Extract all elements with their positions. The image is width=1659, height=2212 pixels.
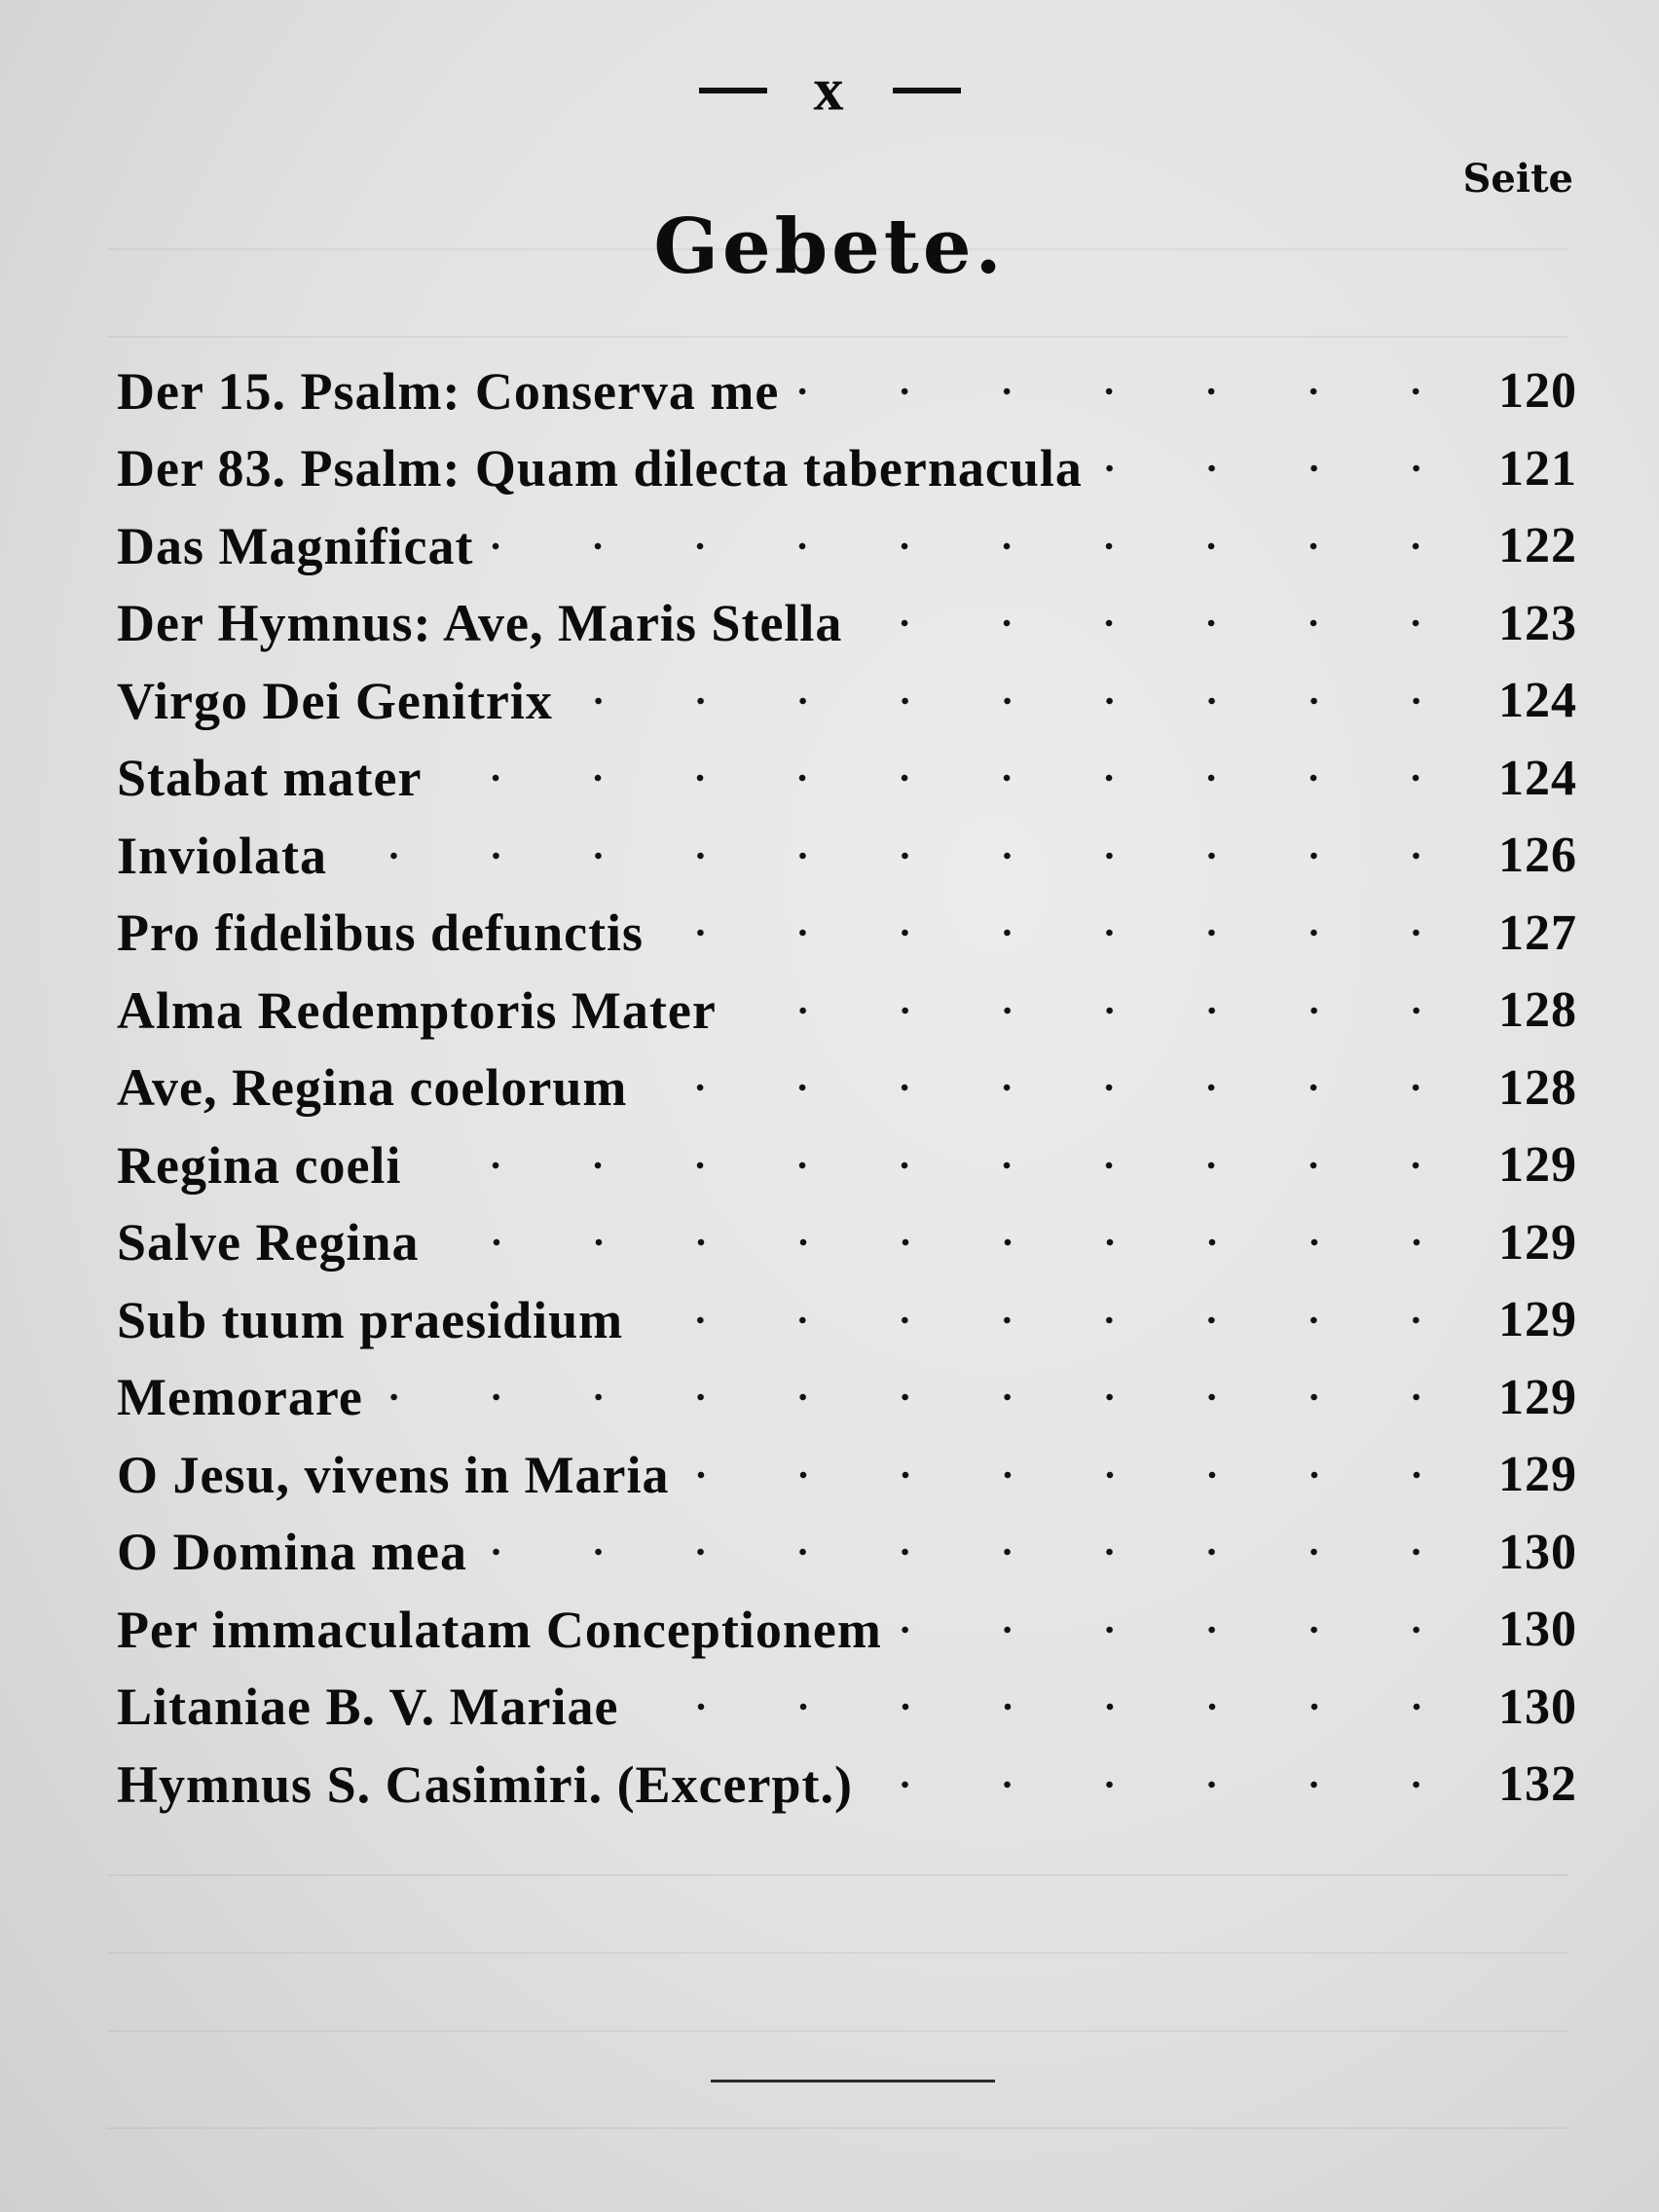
toc-entry-page: 120 <box>1498 363 1577 420</box>
bleed-through-line <box>107 1874 1567 1876</box>
dot-leader <box>1100 462 1467 474</box>
toc-entry <box>117 972 1577 1050</box>
bleed-through-line <box>107 1952 1567 1954</box>
toc-entry-page: 130 <box>1498 1524 1577 1580</box>
bleed-through-line <box>107 2030 1567 2032</box>
toc-entry <box>117 740 1577 818</box>
dot-leader <box>900 1624 1467 1636</box>
dot-leader <box>485 1546 1467 1558</box>
dot-leader <box>491 540 1467 552</box>
header-dash-left <box>699 88 767 93</box>
toc-entry <box>117 1050 1577 1127</box>
dot-leader <box>419 1160 1467 1171</box>
page-numeral: x <box>813 56 846 124</box>
toc-entry-title: Regina coeli <box>117 1135 402 1195</box>
toc-entry-title: Der Hymnus: Ave, Maris Stella <box>117 594 843 653</box>
toc-entry-page: 129 <box>1498 1137 1577 1194</box>
toc-entry-page: 123 <box>1498 595 1577 651</box>
toc-entry-title: Litaniae B. V. Mariae <box>117 1677 619 1737</box>
dot-leader <box>734 1005 1467 1016</box>
page-number-header <box>0 51 1659 125</box>
dot-leader <box>687 1469 1467 1481</box>
toc-entry-page: 128 <box>1498 1059 1577 1116</box>
toc-entry-title: Der 83. Psalm: Quam dilecta tabernacula <box>117 439 1083 498</box>
toc-entry <box>117 430 1577 508</box>
dot-leader <box>571 695 1467 707</box>
toc-entry-title: Memorare <box>117 1368 363 1427</box>
toc-entry-page: 124 <box>1498 750 1577 806</box>
toc-entry <box>117 662 1577 740</box>
dot-leader <box>381 1391 1467 1403</box>
toc-entry-title: Der 15. Psalm: Conserva me <box>117 361 780 421</box>
toc-entry-page: 130 <box>1498 1602 1577 1658</box>
dot-leader <box>870 1779 1467 1790</box>
section-title: Gebete. <box>653 203 1006 291</box>
dot-leader <box>796 386 1467 397</box>
toc-entry-page: 124 <box>1498 673 1577 729</box>
toc-entry-page: 130 <box>1498 1678 1577 1735</box>
toc-entry-page: 132 <box>1498 1756 1577 1813</box>
toc-entry <box>117 507 1577 585</box>
toc-entry <box>117 817 1577 895</box>
toc-entry <box>117 1281 1577 1359</box>
toc-entry-page: 129 <box>1498 1292 1577 1348</box>
table-of-contents <box>117 352 1577 1824</box>
toc-entry-title: Virgo Dei Genitrix <box>117 671 553 730</box>
toc-entry-title: Pro fidelibus defunctis <box>117 903 645 963</box>
toc-entry-page: 129 <box>1498 1447 1577 1503</box>
toc-entry <box>117 1746 1577 1824</box>
toc-entry-title: Das Magnificat <box>117 516 474 575</box>
toc-entry-page: 128 <box>1498 982 1577 1039</box>
toc-entry-page: 127 <box>1498 904 1577 961</box>
toc-entry <box>117 895 1577 973</box>
toc-entry <box>117 1126 1577 1204</box>
bleed-through-line <box>107 336 1567 338</box>
dot-leader <box>437 1236 1467 1248</box>
toc-entry <box>117 1514 1577 1592</box>
toc-entry-title: O Jesu, vivens in Maria <box>117 1445 670 1504</box>
toc-entry-title: Salve Regina <box>117 1213 420 1272</box>
toc-entry-page: 129 <box>1498 1214 1577 1271</box>
dot-leader <box>439 772 1467 784</box>
toc-entry <box>117 1436 1577 1514</box>
toc-entry <box>117 1359 1577 1437</box>
dot-leader <box>645 1082 1467 1093</box>
dot-leader <box>345 850 1467 862</box>
dot-leader <box>637 1701 1468 1713</box>
toc-entry-title: Inviolata <box>117 826 328 885</box>
dot-leader <box>641 1314 1467 1326</box>
toc-entry-title: O Domina mea <box>117 1523 467 1582</box>
page-column-label: Seite <box>1462 156 1573 202</box>
toc-entry-title: Hymnus S. Casimiri. (Excerpt.) <box>117 1754 853 1814</box>
header-dash-right <box>893 88 961 93</box>
toc-entry-page: 121 <box>1498 440 1577 497</box>
toc-entry <box>117 585 1577 663</box>
toc-entry-title: Stabat mater <box>117 749 423 808</box>
toc-entry-page: 122 <box>1498 518 1577 574</box>
toc-entry-page: 126 <box>1498 828 1577 884</box>
toc-entry <box>117 352 1577 430</box>
toc-entry-title: Alma Redemptoris Mater <box>117 980 717 1040</box>
toc-entry-title: Per immaculatam Conceptionem <box>117 1600 882 1659</box>
bleed-through-line <box>107 2127 1567 2129</box>
toc-entry <box>117 1204 1577 1282</box>
toc-entry-page: 129 <box>1498 1369 1577 1425</box>
toc-entry <box>117 1591 1577 1669</box>
toc-entry-title: Sub tuum praesidium <box>117 1290 624 1349</box>
toc-entry <box>117 1669 1577 1747</box>
dot-leader <box>661 927 1467 939</box>
dot-leader <box>860 617 1467 629</box>
toc-entry-title: Ave, Regina coelorum <box>117 1058 628 1118</box>
footer-rule <box>711 2080 995 2083</box>
